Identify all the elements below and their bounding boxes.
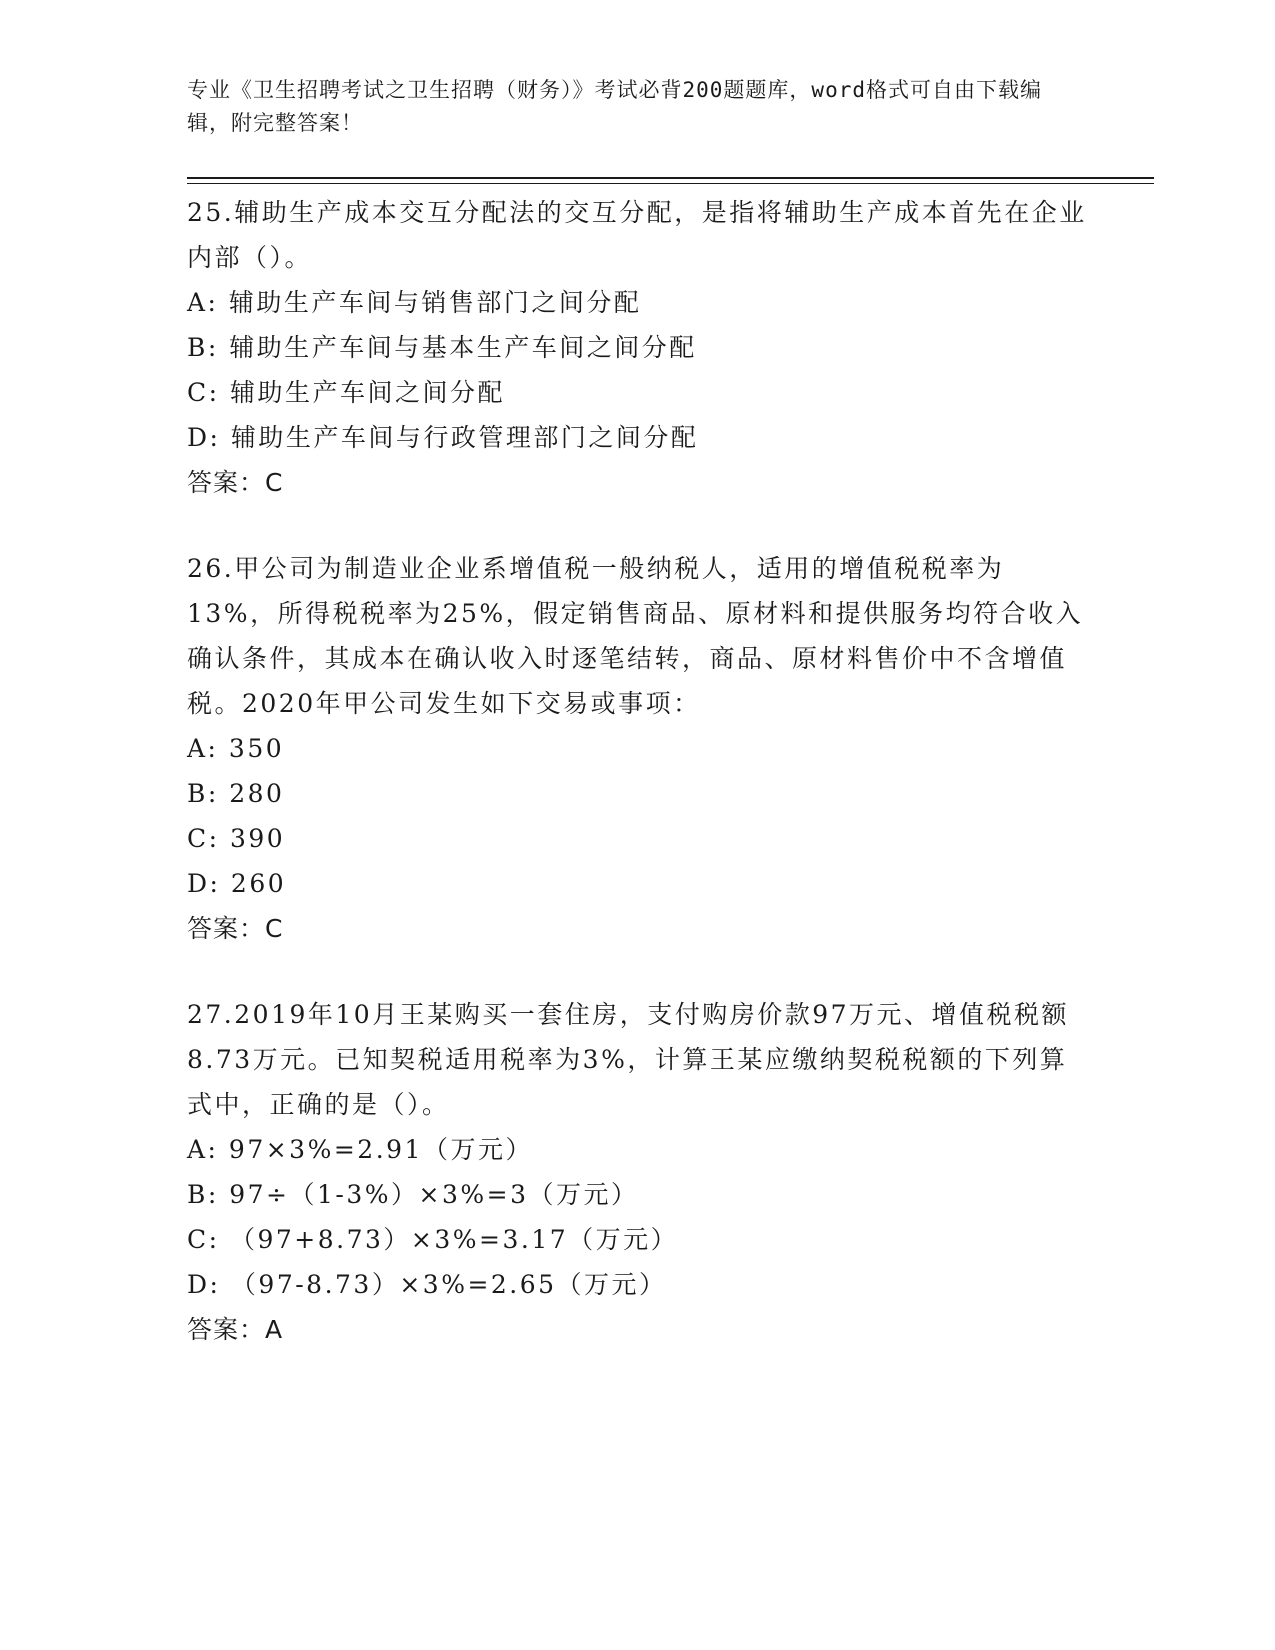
question-27 — [187, 992, 1087, 1352]
answer: 答案：C — [187, 914, 284, 943]
answer: 答案：A — [187, 1315, 284, 1344]
answer: 答案：C — [187, 468, 284, 497]
document-header: 专业《卫生招聘考试之卫生招聘（财务）》考试必背200题题库，word格式可自由下载编辑，附完整答案！ — [187, 78, 1042, 135]
question-list — [187, 190, 1087, 1393]
option-c: C: （97+8.73）×3%=3.17（万元） — [187, 1225, 679, 1254]
question-26 — [187, 546, 1087, 951]
option-c: C: 辅助生产车间之间分配 — [187, 378, 505, 407]
question-text: 26.甲公司为制造业企业系增值税一般纳税人，适用的增值税税率为13%，所得税税率为25%，假定销售商品、原材料和提供服务均符合收入确认条件，其成本在确认收入时逐笔结转，商品、原材料售价中不含增值税。2020年甲公司发生如下交易或事项： — [187, 554, 1084, 718]
option-b: B: 辅助生产车间与基本生产车间之间分配 — [187, 333, 697, 362]
question-text: 25.辅助生产成本交互分配法的交互分配，是指将辅助生产成本首先在企业内部（）。 — [187, 198, 1087, 272]
option-b: B: 280 — [187, 779, 285, 808]
option-d: D: 260 — [187, 869, 287, 898]
option-b: B: 97÷（1-3%）×3%=3（万元） — [187, 1180, 639, 1209]
option-a: A: 350 — [187, 734, 285, 763]
header-divider-thick — [187, 177, 1154, 179]
option-d: D: 辅助生产车间与行政管理部门之间分配 — [187, 423, 699, 452]
option-d: D: （97-8.73）×3%=2.65（万元） — [187, 1270, 667, 1299]
option-c: C: 390 — [187, 824, 286, 853]
question-25 — [187, 190, 1087, 505]
header-divider-thin — [187, 183, 1154, 184]
question-text: 27.2019年10月王某购买一套住房，支付购房价款97万元、增值税税额8.73万元。已知契税适用税率为3%，计算王某应缴纳契税税额的下列算式中，正确的是（）。 — [187, 1000, 1070, 1119]
option-a: A: 97×3%=2.91（万元） — [187, 1135, 533, 1164]
option-a: A: 辅助生产车间与销售部门之间分配 — [187, 288, 642, 317]
